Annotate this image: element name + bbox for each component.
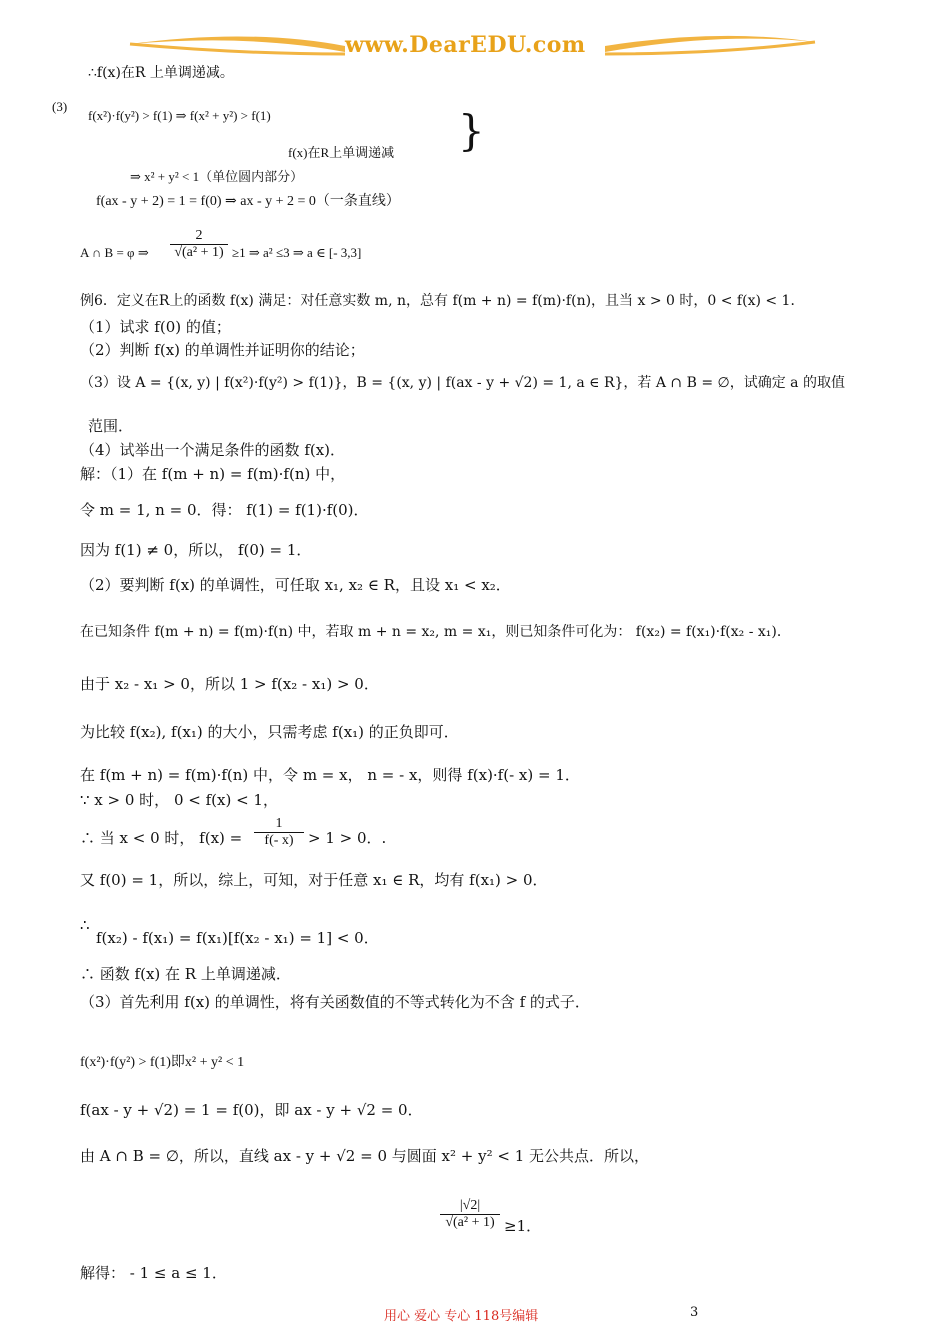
- page-number: 3: [690, 1305, 699, 1320]
- solution-line: 在 f(m + n) = f(m)·f(n) 中，令 m = x， n = - x，则得 f(x)·f(- x) = 1．: [80, 766, 580, 784]
- math-line: ≥1 ⇒ a² ≤3 ⇒ a ∈ [- 3,3]: [232, 245, 362, 260]
- solution-line: （3）首先利用 f(x) 的单调性，将有关函数值的不等式转化为不含 f 的式子．: [80, 993, 590, 1011]
- solution-line: 由 A ∩ B = ∅，所以，直线 ax - y + √2 = 0 与圆面 x² + y² < 1 无公共点．所以，: [80, 1147, 650, 1165]
- solution-line: 在已知条件 f(m + n) = f(m)·f(n) 中，若取 m + n = x₂, m = x₁，则已知条件可化为： f(x₂) = f(x₁)·f(x₂ - x₁)．: [80, 624, 791, 640]
- solution-line: ∴ 当 x < 0 时， f(x) =: [80, 829, 243, 847]
- text-line: （3）设 A = {(x, y) | f(x²)·f(y²) > f(1)}，B = {(x, y) | f(ax - y + √2) = 1, a ∈ R}，若 A ∩ B = ∅，试确定 a 的取值: [80, 375, 845, 391]
- fraction: [170, 228, 228, 261]
- fraction-numerator: 1: [254, 816, 304, 833]
- fraction-denominator: √(a² + 1): [445, 1215, 495, 1230]
- fraction-numerator: |√2|: [440, 1198, 500, 1215]
- math-line: ⇒ x² + y² < 1（单位圆内部分）: [130, 169, 304, 184]
- solution-line: ∴ 函数 f(x) 在 R 上单调递减．: [80, 965, 291, 983]
- math-line: f(x)在R上单调递减: [288, 145, 395, 160]
- solution-line: （2）要判断 f(x) 的单调性，可任取 x₁, x₂ ∈ R，且设 x₁ < x₂．: [80, 576, 511, 594]
- fraction: [254, 816, 304, 849]
- brace-symbol: }: [458, 106, 485, 155]
- footer-note: 用心 爱心 专心 118号编辑: [384, 1309, 539, 1324]
- text-line: ∴f(x)在R 上单调递减。: [88, 65, 234, 81]
- solution-line: 为比较 f(x₂), f(x₁) 的大小，只需考虑 f(x₁) 的正负即可．: [80, 723, 459, 741]
- solution-line: 解：（1）在 f(m + n) = f(m)·f(n) 中，: [80, 465, 346, 483]
- math-line: f(x²)·f(y²) > f(1) ⇒ f(x² + y²) > f(1): [88, 108, 271, 123]
- site-logo-text: www.DearEDU.com: [345, 32, 586, 58]
- text-line: （2）判断 f(x) 的单调性并证明你的结论；: [80, 341, 365, 359]
- solution-line: f(x₂) - f(x₁) = f(x₁)[f(x₂ - x₁) = 1] < 0．: [96, 929, 379, 947]
- math-line: ≥1．: [504, 1217, 542, 1235]
- example-statement: 例6．定义在R上的函数 f(x) 满足：对任意实数 m, n，总有 f(m + n) = f(m)·f(n)，且当 x > 0 时，0 < f(x) < 1．: [80, 293, 805, 309]
- solution-line: f(ax - y + √2) = 1 = f(0)，即 ax - y + √2 = 0．: [80, 1101, 423, 1119]
- solution-line: 又 f(0) = 1，所以，综上，可知，对于任意 x₁ ∈ R，均有 f(x₁) > 0．: [80, 871, 548, 889]
- math-line: f(ax - y + 2) = 1 = f(0) ⇒ ax - y + 2 = 0（一条直线）: [96, 194, 400, 209]
- text-line: （1）试求 f(0) 的值；: [80, 318, 231, 336]
- text-line: 范围．: [88, 417, 134, 435]
- solution-line: ∴: [80, 916, 90, 934]
- math-line: A ∩ B = φ ⇒: [80, 245, 149, 260]
- fraction-denominator: f(- x): [264, 833, 294, 848]
- solution-line: 因为 f(1) ≠ 0，所以， f(0) = 1．: [80, 541, 312, 559]
- solution-line: ∵ x > 0 时， 0 < f(x) < 1，: [80, 791, 278, 809]
- solution-line: 由于 x₂ - x₁ > 0，所以 1 > f(x₂ - x₁) > 0．: [80, 675, 379, 693]
- solution-line: 解得： - 1 ≤ a ≤ 1．: [80, 1264, 227, 1282]
- fraction-denominator: √(a² + 1): [174, 245, 224, 260]
- text-line: （4）试举出一个满足条件的函数 f(x)．: [80, 441, 346, 459]
- solution-line: 令 m = 1, n = 0．得： f(1) = f(1)·f(0)．: [80, 501, 369, 519]
- solution-line: > 1 > 0．.: [308, 829, 387, 847]
- math-line: f(x²)·f(y²) > f(1)即x² + y² < 1: [80, 1055, 245, 1070]
- fraction: [440, 1198, 500, 1231]
- text-line: (3): [52, 99, 68, 114]
- fraction-numerator: 2: [170, 228, 228, 245]
